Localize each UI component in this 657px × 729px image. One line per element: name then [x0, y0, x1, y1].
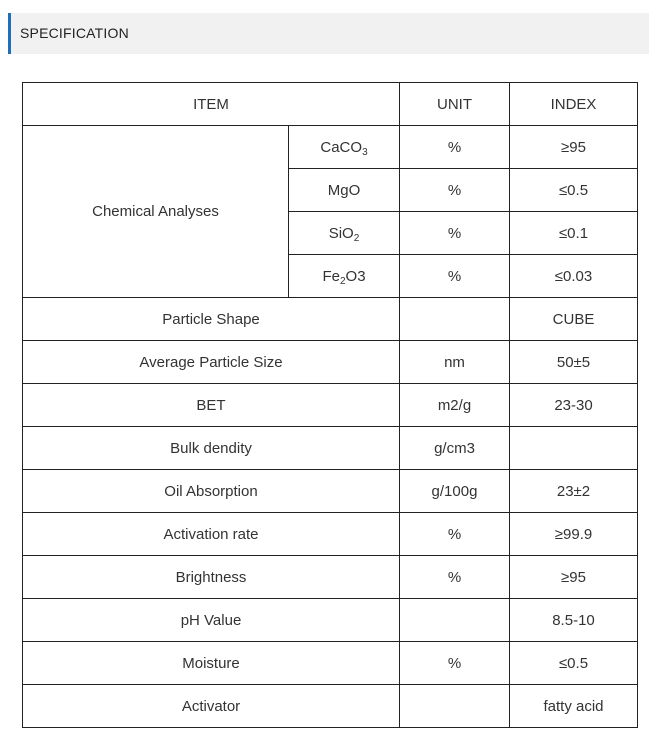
- specification-table: [22, 82, 638, 728]
- table-row: [23, 126, 638, 169]
- formula-base: Fe: [322, 267, 340, 285]
- index-cell: ≤0.1: [510, 212, 638, 255]
- item-cell: Oil Absorption: [23, 470, 400, 513]
- unit-cell: %: [400, 513, 510, 556]
- table-row: [23, 642, 638, 685]
- index-cell: ≤0.5: [510, 169, 638, 212]
- unit-cell: g/100g: [400, 470, 510, 513]
- formula-base: MgO: [327, 181, 361, 199]
- table-row: [23, 427, 638, 470]
- header-index: INDEX: [510, 83, 638, 126]
- table-row: [23, 341, 638, 384]
- table-row: [23, 384, 638, 427]
- formula-base: SiO: [328, 224, 354, 242]
- table-row: [23, 298, 638, 341]
- header-item: ITEM: [23, 83, 400, 126]
- index-cell: ≥99.9: [510, 513, 638, 556]
- section-title: SPECIFICATION: [20, 25, 129, 41]
- table-row: [23, 556, 638, 599]
- unit-cell: m2/g: [400, 384, 510, 427]
- formula-subscript: 3: [362, 146, 368, 158]
- unit-cell: [400, 685, 510, 728]
- item-cell: Average Particle Size: [23, 341, 400, 384]
- formula-subscript: 2: [339, 275, 346, 287]
- unit-cell: g/cm3: [400, 427, 510, 470]
- formula-base: CaCO: [320, 138, 363, 156]
- table-row: [23, 513, 638, 556]
- table-row: [23, 599, 638, 642]
- unit-cell: %: [400, 255, 510, 298]
- unit-cell: %: [400, 212, 510, 255]
- header-accent-bar: [8, 13, 11, 54]
- unit-cell: %: [400, 169, 510, 212]
- index-cell: 8.5-10: [510, 599, 638, 642]
- item-cell: Bulk dendity: [23, 427, 400, 470]
- formula-subscript: 2: [353, 232, 360, 244]
- chemical-formula-mgo: [289, 169, 400, 212]
- item-cell: BET: [23, 384, 400, 427]
- index-cell: 23±2: [510, 470, 638, 513]
- table-row: [23, 685, 638, 728]
- index-cell: ≤0.03: [510, 255, 638, 298]
- formula-tail: O3: [345, 267, 366, 285]
- index-cell: 23-30: [510, 384, 638, 427]
- chemical-formula-caco3: [289, 126, 400, 169]
- item-cell: Activation rate: [23, 513, 400, 556]
- chemical-analyses-label: Chemical Analyses: [23, 126, 289, 298]
- index-cell: CUBE: [510, 298, 638, 341]
- index-cell: fatty acid: [510, 685, 638, 728]
- index-cell: ≤0.5: [510, 642, 638, 685]
- item-cell: Brightness: [23, 556, 400, 599]
- index-cell: ≥95: [510, 556, 638, 599]
- item-cell: Activator: [23, 685, 400, 728]
- index-cell: ≥95: [510, 126, 638, 169]
- unit-cell: [400, 298, 510, 341]
- item-cell: Particle Shape: [23, 298, 400, 341]
- header-unit: UNIT: [400, 83, 510, 126]
- unit-cell: nm: [400, 341, 510, 384]
- index-cell: [510, 427, 638, 470]
- unit-cell: %: [400, 642, 510, 685]
- table-row: [23, 470, 638, 513]
- section-header: [8, 13, 649, 54]
- item-cell: pH Value: [23, 599, 400, 642]
- index-cell: 50±5: [510, 341, 638, 384]
- unit-cell: %: [400, 556, 510, 599]
- chemical-formula-sio2: [289, 212, 400, 255]
- table-header-row: [23, 83, 638, 126]
- item-cell: Moisture: [23, 642, 400, 685]
- unit-cell: %: [400, 126, 510, 169]
- chemical-formula-fe2o3: [289, 255, 400, 298]
- unit-cell: [400, 599, 510, 642]
